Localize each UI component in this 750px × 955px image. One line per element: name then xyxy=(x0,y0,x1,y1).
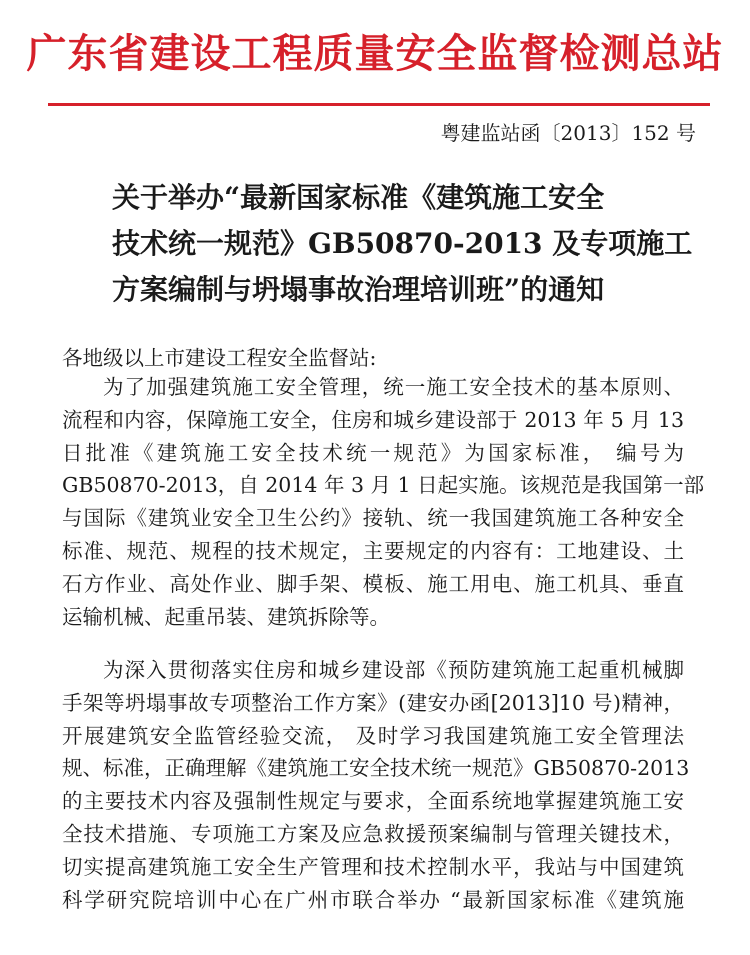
paragraph-line: 标准、规范、规程的技术规定，主要规定的内容有：工地建设、土 xyxy=(62,538,684,563)
organization-header: 广东省建设工程质量安全监督检测总站 xyxy=(26,30,724,77)
paragraph-line: 为深入贯彻落实住房和城乡建设部《预防建筑施工起重机械脚 xyxy=(103,658,684,682)
paragraph-line: 石方作业、高处作业、脚手架、模板、施工用电、施工机具、垂直 xyxy=(62,571,684,596)
paragraph-line: 科学研究院培训中心在广州市联合举办 “最新国家标准《建筑施 xyxy=(62,887,684,912)
paragraph-line: 与国际《建筑业安全卫生公约》接轨、统一我国建筑施工各种安全 xyxy=(62,506,684,531)
title-line: 关于举办“最新国家标准《建筑施工安全 xyxy=(112,181,605,214)
header-divider xyxy=(48,103,710,106)
paragraph-line: GB50870-2013，自 2014 年 3 月 1 日起实施。该规范是我国第一部 xyxy=(62,473,705,498)
paragraph-line: 日批准《建筑施工安全技术统一规范》为国家标准， 编号为 xyxy=(62,440,684,465)
body-paragraph xyxy=(62,654,690,916)
paragraph-line: 的主要技术内容及强制性规定与要求，全面系统地掌握建筑施工安 xyxy=(62,789,684,814)
body-paragraph xyxy=(62,371,705,633)
paragraph-line: 切实提高建筑施工安全生产管理和技术控制水平，我站与中国建筑 xyxy=(62,854,684,879)
salutation: 各地级以上市建设工程安全监督站: xyxy=(62,346,377,370)
document-number: 粤建监站函〔2013〕152 号 xyxy=(440,121,696,145)
paragraph-line: 为了加强建筑施工安全管理，统一施工安全技术的基本原则、 xyxy=(103,375,684,399)
title-line: 方案编制与坍塌事故治理培训班”的通知 xyxy=(112,273,605,306)
paragraph-line: 运输机械、起重吊装、建筑拆除等。 xyxy=(62,604,390,629)
title-line: 技术统一规范》GB50870-2013 及专项施工 xyxy=(112,227,693,260)
paragraph-line: 开展建筑安全监管经验交流， 及时学习我国建筑施工安全管理法 xyxy=(62,723,684,748)
paragraph-line: 流程和内容，保障施工安全，住房和城乡建设部于 2013 年 5 月 13 xyxy=(62,407,684,432)
paragraph-line: 手架等坍塌事故专项整治工作方案》(建安办函[2013]10 号)精神， xyxy=(62,690,684,715)
paragraph-line: 全技术措施、专项施工方案及应急救援预案编制与管理关键技术， xyxy=(62,821,684,846)
document-title xyxy=(112,175,702,313)
paragraph-line: 规、标准，正确理解《建筑施工安全技术统一规范》GB50870-2013 xyxy=(62,756,690,781)
